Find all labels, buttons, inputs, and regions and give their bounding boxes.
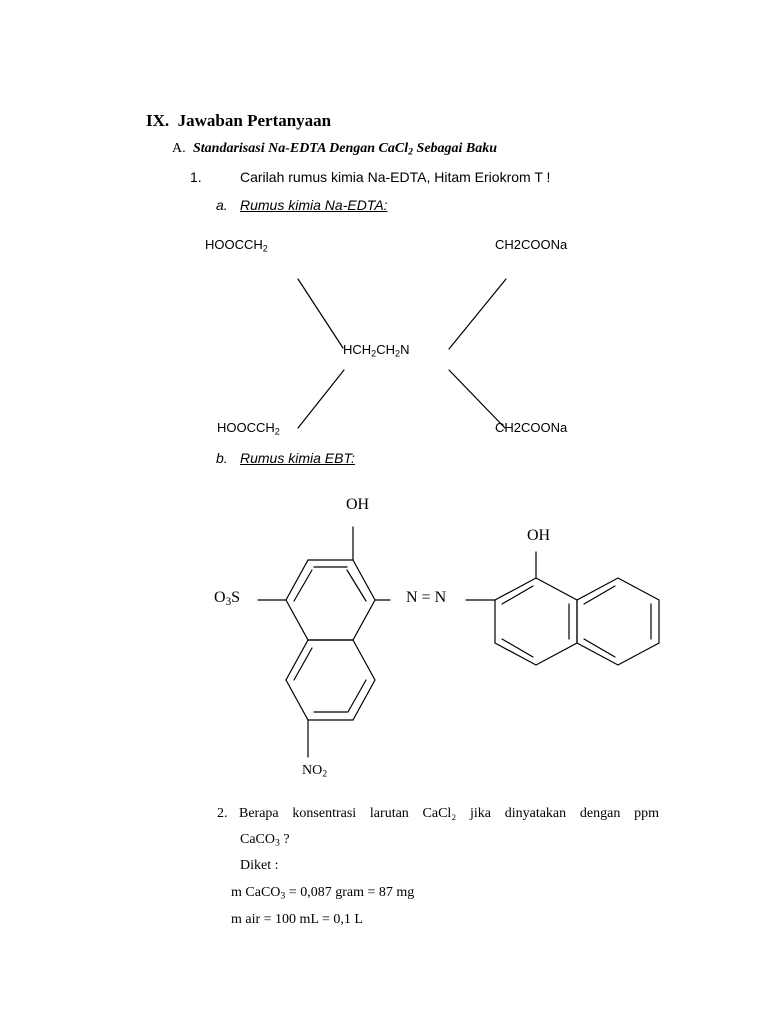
- ebt-right-left-double-2: [502, 639, 533, 657]
- ebt-right-left-ring: [495, 578, 577, 665]
- q2-word: jika: [469, 806, 491, 821]
- q2-word: dengan: [579, 806, 621, 821]
- item-b-label: Rumus kimia EBT:: [240, 450, 355, 466]
- question-2-line-1: [239, 806, 659, 822]
- subsection-letter: A.: [172, 141, 186, 156]
- ebt-sulfo-post: S: [231, 589, 241, 606]
- q2-word: Berapa: [239, 806, 279, 821]
- section-number: IX.: [146, 111, 170, 130]
- edta-center-part2: CH: [376, 342, 396, 357]
- question-2-line-2: [240, 832, 290, 848]
- diket-label: Diket :: [240, 858, 279, 873]
- item-b-letter: b.: [216, 450, 228, 466]
- ebt-oh-right: OH: [527, 527, 551, 544]
- question-1-text: Carilah rumus kimia Na-EDTA, Hitam Eriokrom T !: [240, 169, 551, 185]
- subsection-title-text: Standarisasi Na-EDTA Dengan CaCl: [193, 141, 409, 156]
- edta-bond-bottom-right: [449, 370, 505, 428]
- ebt-nitro-sub: 2: [322, 768, 328, 780]
- item-a-label: Rumus kimia Na-EDTA:: [240, 197, 388, 213]
- edta-center-sub1: 2: [371, 348, 377, 359]
- ebt-right-right-double-3: [584, 639, 615, 657]
- ebt-nitro-pre: NO: [302, 763, 323, 778]
- ebt-left-lower-ring: [286, 640, 375, 720]
- edta-top-left-text: HOOCCH: [205, 237, 263, 252]
- question-2-number: 2.: [217, 806, 228, 821]
- ebt-left-lower-double-1: [294, 648, 312, 680]
- edta-bottom-left-text: HOOCCH: [217, 420, 275, 435]
- edta-bottom-right-group: CH2COONa: [495, 420, 568, 435]
- ebt-left-upper-double-2: [294, 570, 312, 601]
- ebt-nitro-group: [302, 763, 327, 779]
- ebt-right-right-ring: [577, 578, 659, 665]
- question-1-number: 1.: [190, 169, 202, 185]
- edta-center-part1: HCH: [343, 342, 372, 357]
- q2-line2-sub: 3: [275, 837, 280, 849]
- edta-top-left-sub: 2: [262, 243, 268, 254]
- ebt-sulfo-group: [214, 589, 240, 607]
- edta-bond-bottom-left: [298, 370, 344, 428]
- given-volume-water: m air = 100 mL = 0,1 L: [231, 912, 363, 927]
- ebt-right-right-double-1: [584, 586, 615, 604]
- ebt-right-left-double-1: [502, 586, 533, 604]
- edta-bond-top-left: [298, 279, 343, 348]
- ebt-oh-left: OH: [346, 496, 370, 513]
- edta-top-right-group: CH2COONa: [495, 237, 568, 252]
- q2-word: dinyatakan: [504, 806, 567, 821]
- ebt-left-upper-ring: [286, 560, 375, 640]
- ebt-azo-group: N = N: [406, 589, 447, 606]
- ebt-sulfo-sub: 3: [225, 595, 232, 608]
- section-title: Jawaban Pertanyaan: [177, 111, 332, 130]
- edta-bond-top-right: [449, 279, 506, 349]
- q2-line2-pre: CaCO: [240, 832, 275, 847]
- q2-word: larutan: [369, 806, 409, 821]
- q2-word: ppm: [634, 806, 659, 821]
- given-mass-caco3: [231, 885, 414, 901]
- edta-bottom-left-sub: 2: [274, 426, 280, 437]
- given-mass-pre: m CaCO: [231, 885, 281, 900]
- q2-line2-post: ?: [279, 832, 290, 847]
- ebt-left-upper-double-3: [347, 570, 366, 601]
- item-a-letter: a.: [216, 197, 228, 213]
- subsection-title-sub: 2: [408, 146, 414, 158]
- given-mass-post: = 0,087 gram = 87 mg: [285, 885, 415, 900]
- subsection-title-tail: Sebagai Baku: [413, 141, 498, 156]
- q2-word: konsentrasi: [292, 806, 357, 821]
- q2-word: CaCl₂: [422, 806, 457, 821]
- edta-center-part3: N: [400, 342, 410, 357]
- given-mass-sub: 3: [280, 890, 286, 902]
- ebt-sulfo-pre: O: [214, 589, 226, 606]
- edta-center-sub2: 2: [395, 348, 401, 359]
- ebt-left-lower-double-2: [348, 680, 366, 712]
